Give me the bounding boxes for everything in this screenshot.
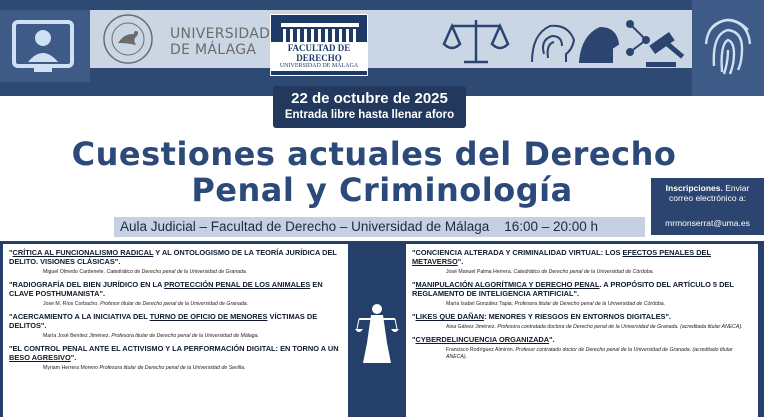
venue-bar: Aula Judicial – Facultad de Derecho – Universidad de Málaga 16:00 – 20:00 h xyxy=(114,217,645,237)
talk-item xyxy=(9,312,342,340)
faculty-logo xyxy=(270,14,368,76)
talk-item xyxy=(412,280,752,308)
registration-label: Inscripciones. Enviar xyxy=(665,183,750,193)
fingerprint-tile xyxy=(692,0,764,96)
faculty-logo-text xyxy=(271,42,367,71)
talk-item xyxy=(412,248,752,276)
fingerprint-icon xyxy=(692,0,764,96)
banner-icon-strip xyxy=(440,14,692,70)
network-nodes-icon xyxy=(626,20,650,56)
talk-speaker: María Isabel González Tapia. Profesora titular de Derecho penal de la Universidad de Córdoba. xyxy=(446,301,666,307)
registration-instruction: correo electrónico a: xyxy=(668,193,746,203)
talk-speaker: María José Benítez Jiménez. Profesora titular de Derecho penal de la Universidad de Málaga. xyxy=(43,333,259,339)
faculty-logo-line1: FACULTAD DE DERECHO xyxy=(287,43,351,63)
title-line1: Cuestiones actuales del Derecho xyxy=(71,135,677,173)
talk-speaker: Myriam Herrera Moreno Profesora titular de Derecho penal de la Universidad de Sevilla. xyxy=(43,365,246,371)
title-line2: Penal y Criminología xyxy=(191,171,573,209)
registration-email[interactable]: mrmonserrat@uma.es xyxy=(665,218,750,228)
talk-title: "CONCIENCIA ALTERADA Y CRIMINALIDAD VIRTUAL: LOS EFECTOS PENALES DEL METAVERSO". xyxy=(412,248,712,266)
registration-box xyxy=(651,178,764,235)
talk-title: "LIKES QUE DAÑAN: MENORES Y RIESGOS EN ENTORNOS DIGITALES". xyxy=(412,312,672,321)
lady-justice-icon xyxy=(353,299,401,367)
talk-item xyxy=(9,248,342,276)
program-right-panel xyxy=(406,244,758,417)
event-date: 22 de octubre de 2025 xyxy=(291,90,448,107)
talk-item xyxy=(412,335,752,361)
gavel-icon xyxy=(646,32,684,67)
talk-item xyxy=(9,280,342,308)
user-screen-tile xyxy=(0,10,90,82)
scales-of-justice-icon xyxy=(444,20,508,62)
fingerprint-head-icon xyxy=(532,26,618,62)
university-name-line2: DE MÁLAGA xyxy=(170,42,257,58)
date-box xyxy=(273,86,466,128)
talk-title: "CRÍTICA AL FUNCIONALISMO RADICAL Y AL ONTOLOGISMO DE LA TEORÍA JURÍDICA DEL DELITO. VISIONES CLÁSICAS". xyxy=(9,248,337,266)
talk-item xyxy=(9,344,342,372)
top-banner xyxy=(0,0,764,121)
talk-title: "RADIOGRAFÍA DEL BIEN JURÍDICO EN LA PROTECCIÓN PENAL DE LOS ANIMALES EN CLAVE POSTHUMANISTA". xyxy=(9,280,323,298)
faculty-logo-line2: UNIVERSIDAD DE MÁLAGA xyxy=(279,63,359,69)
user-screen-icon xyxy=(0,10,90,82)
talk-title: "ACERCAMIENTO A LA INICIATIVA DEL TURNO DE OFICIO DE MENORES VÍCTIMAS DE DELITOS". xyxy=(9,312,318,330)
university-seal-icon xyxy=(96,13,160,65)
university-name xyxy=(170,26,270,58)
entry-note: Entrada libre hasta llenar aforo xyxy=(284,109,455,121)
program-section xyxy=(0,241,764,417)
talk-speaker: Miguel Olmedo Cardenete. Catedrático de Derecho penal de la Universidad de Granada. xyxy=(43,269,248,275)
university-name-line1: UNIVERSIDAD xyxy=(170,26,271,42)
talk-item xyxy=(412,312,752,331)
talk-speaker: Aixa Gálvez Jiménez. Profesora contratada doctora de Derecho penal de la Universidad de Granada. (acreditada titular ANECA). xyxy=(446,324,743,330)
talk-speaker: Jose M. Ríos Corbacho. Profesor titular de Derecho penal de la Universidad de Granada. xyxy=(43,301,249,307)
talk-title: "MANIPULACIÓN ALGORÍTMICA Y DERECHO PENAL. A PROPÓSITO DEL ARTÍCULO 5 DEL REGLAMENTO DE INTELIGENCIA ARTIFICIAL". xyxy=(412,280,734,298)
talk-speaker: José Manuel Palma Herrera. Catedrático de Derecho penal de la Universidad de Córdoba. xyxy=(446,269,654,275)
talk-title: "CYBERDELINCUENCIA ORGANIZADA". xyxy=(412,335,555,344)
talk-speaker: Francisco Rodríguez Almirón. Profesor contratado doctor de Derecho penal de la Universidad de Granada. (acreditado titular ANECA). xyxy=(446,347,733,360)
program-left-panel xyxy=(3,244,348,417)
talk-title: "EL CONTROL PENAL ANTE EL ACTIVISMO Y LA PERFORMACIÓN DIGITAL: EN TORNO A UN BESO AGRESIVO". xyxy=(9,344,339,362)
page-title xyxy=(0,136,764,208)
